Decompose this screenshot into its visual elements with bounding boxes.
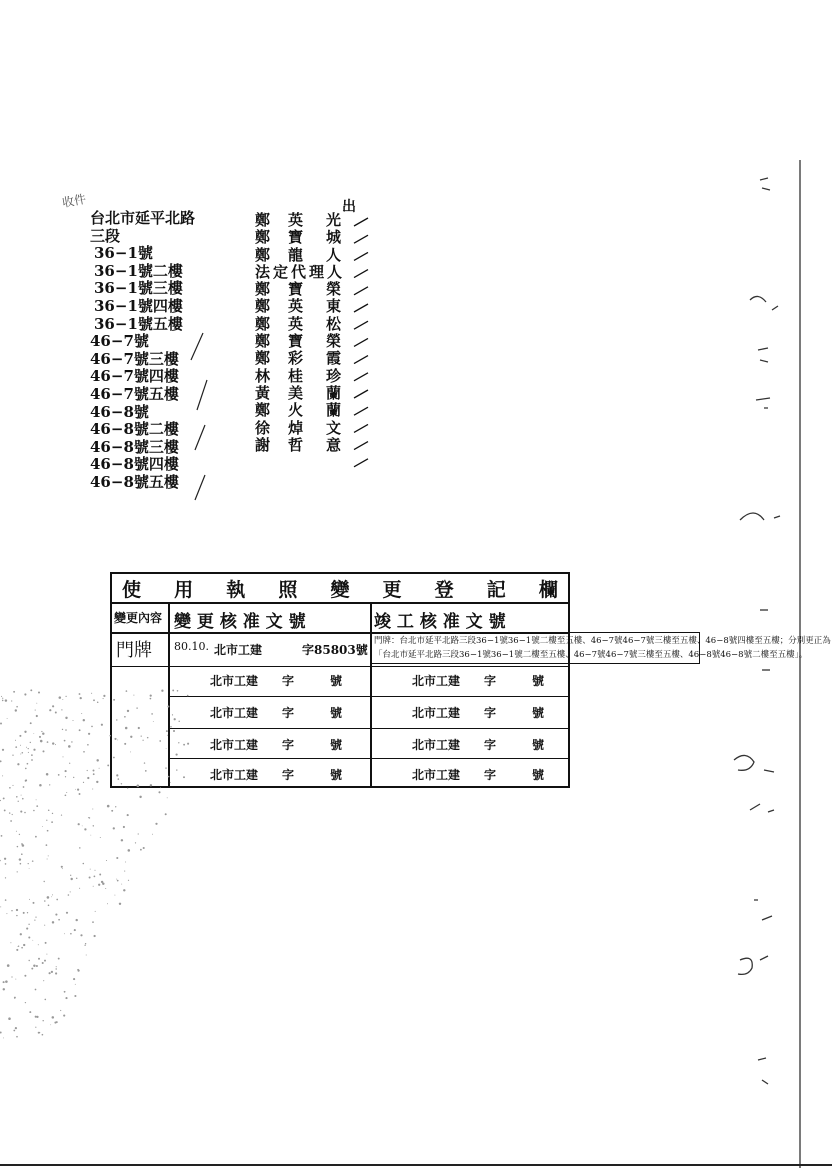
correction-note — [370, 632, 831, 664]
header-completion-approval: 竣 工 核 准 文 號 — [374, 612, 506, 632]
check-tick — [354, 287, 368, 295]
address-number: 36−1號五樓 — [94, 314, 183, 333]
bottom-edge — [0, 1164, 832, 1166]
blank-row-right: 北市工建 字 號 — [412, 738, 545, 752]
owner-row — [255, 229, 361, 246]
address-block — [90, 210, 195, 492]
owner-name-char: 鄭 — [255, 245, 271, 264]
owner-row — [255, 212, 361, 229]
address-number: 46−8號五樓 — [90, 472, 179, 491]
owner-name-char: 英 — [288, 211, 304, 229]
owner-row — [255, 402, 361, 419]
owner-name-char: 寶 — [288, 280, 304, 299]
address-number: 46−8號 — [90, 402, 149, 421]
check-tick — [354, 442, 368, 450]
owner-row — [255, 368, 361, 385]
note-line: 「台北市延平北路三段36−1號36−1號二樓至五樓、46−7號46−7號三樓至五樓、46−8號46−8號二樓至五樓」。 — [374, 650, 808, 660]
check-tick — [354, 407, 368, 415]
owner-name-char: 榮 — [326, 280, 342, 299]
title-char: 執 — [226, 578, 246, 601]
check-tick — [354, 252, 368, 260]
address-number: 46−8號三樓 — [90, 437, 179, 456]
blank-row-left: 北市工建 字 號 — [210, 706, 343, 720]
scan-noise — [0, 690, 200, 1050]
owner-name-char: 英 — [288, 297, 304, 316]
owner-name-char: 哲 — [288, 435, 304, 454]
row-divider — [112, 666, 568, 667]
owner-row — [255, 385, 361, 402]
approval-office: 北市工建 — [214, 643, 263, 657]
check-tick — [354, 270, 368, 278]
header-change-content: 變更內容 — [114, 611, 163, 625]
check-tick — [354, 424, 368, 432]
title-char: 記 — [486, 578, 506, 601]
address-number: 46−7號 — [90, 332, 149, 351]
check-tick — [354, 459, 368, 467]
tick-marks — [352, 212, 382, 472]
owner-name-char: 黃 — [255, 383, 271, 402]
owner-name-char: 謝 — [255, 435, 271, 454]
owner-row — [255, 298, 361, 315]
check-tick — [354, 235, 368, 243]
address-number: 46−8號二樓 — [90, 420, 179, 439]
owner-row — [255, 420, 361, 437]
owner-row — [255, 316, 361, 333]
received-stamp: 收件 — [61, 192, 88, 210]
owner-row — [255, 333, 361, 350]
owner-name-char: 霞 — [326, 349, 342, 368]
owner-name-char: 英 — [288, 314, 304, 333]
owner-name-char: 寶 — [288, 228, 304, 247]
address-number: 36−1號四樓 — [94, 296, 183, 315]
title-char: 變 — [330, 578, 350, 601]
blank-row-left: 北市工建 字 號 — [210, 674, 343, 688]
title-char: 照 — [278, 578, 298, 601]
title-char: 用 — [174, 578, 194, 601]
address-section: 三段 — [90, 226, 121, 245]
owner-name-char: 焯 — [288, 418, 304, 437]
address-street: 台北市延平北路 — [90, 209, 196, 227]
address-number: 46−7號四樓 — [90, 367, 179, 386]
owner-name-char: 松 — [326, 314, 342, 333]
title-char: 使 — [122, 578, 142, 601]
owner-name-char: 蘭 — [326, 401, 342, 420]
owner-name-char: 鄭 — [255, 349, 271, 368]
owner-row — [255, 264, 361, 281]
blank-row-right: 北市工建 字 號 — [412, 768, 545, 782]
owner-name-char: 彩 — [288, 349, 304, 368]
check-tick — [354, 338, 368, 346]
check-tick — [354, 321, 368, 329]
blank-row-right: 北市工建 字 號 — [412, 674, 545, 688]
owner-name-char: 寶 — [288, 332, 304, 351]
address-number: 36−1號 — [94, 244, 153, 263]
title-char: 欄 — [538, 578, 558, 601]
table-header — [112, 604, 568, 634]
binding-marks — [720, 160, 830, 1168]
row-divider — [168, 758, 568, 759]
title-char: 登 — [434, 578, 454, 601]
owner-name-char: 榮 — [326, 332, 342, 351]
owner-name-char: 鄭 — [255, 401, 271, 420]
owner-name-char: 東 — [326, 297, 342, 316]
address-number: 46−8號四樓 — [90, 455, 179, 474]
owner-name-char: 徐 — [255, 418, 271, 437]
owner-name-char: 蘭 — [326, 383, 342, 402]
approval-number: 字85803號 — [302, 643, 368, 657]
owner-name-char: 鄭 — [255, 228, 271, 247]
owner-row — [255, 350, 361, 367]
owner-row — [255, 281, 361, 298]
owner-name-char: 鄭 — [255, 297, 271, 316]
row-divider — [168, 728, 568, 729]
owner-row — [255, 437, 361, 454]
owner-name-char: 人 — [326, 245, 342, 264]
owner-row — [255, 247, 361, 264]
owner-name-char: 林 — [255, 366, 271, 385]
check-tick — [354, 373, 368, 381]
check-tick — [354, 390, 368, 398]
owner-name-char: 鄭 — [255, 211, 271, 229]
check-tick — [354, 356, 368, 364]
address-number: 46−7號三樓 — [90, 349, 179, 368]
owners-header: 出 — [342, 199, 356, 215]
owners-block — [255, 212, 361, 454]
blank-row-right: 北市工建 字 號 — [412, 706, 545, 720]
owner-name-char: 鄭 — [255, 280, 271, 299]
title-char: 更 — [382, 578, 402, 601]
owner-name-char: 美 — [288, 383, 304, 402]
address-number: 36−1號三樓 — [94, 279, 183, 298]
blank-row-left: 北市工建 字 號 — [210, 738, 343, 752]
owner-name-char: 城 — [326, 228, 342, 247]
address-number: 46−7號五樓 — [90, 384, 179, 403]
table-title — [112, 574, 568, 604]
owner-name-char: 鄭 — [255, 314, 271, 333]
margin-strokes — [185, 325, 215, 505]
address-number: 36−1號二樓 — [94, 261, 183, 280]
owner-name-char: 火 — [288, 401, 304, 420]
owner-name-char: 龍 — [288, 245, 304, 264]
owner-name-char: 桂 — [288, 366, 304, 385]
legal-representative-label: 法定代理人 — [255, 262, 346, 281]
blank-row-left: 北市工建 字 號 — [210, 768, 343, 782]
change-content-doorplate: 門牌 — [116, 640, 152, 661]
owner-name-char: 鄭 — [255, 332, 271, 351]
note-line: 門牌：台北市延平北路三段36−1號36−1號二樓至五樓、46−7號46−7號三樓至五樓、46−8號四樓至五樓；分別更正為 — [374, 636, 831, 646]
check-tick — [354, 304, 368, 312]
check-tick — [354, 218, 368, 226]
row-divider — [168, 696, 568, 697]
owner-name-char: 文 — [326, 418, 342, 437]
owner-name-char: 珍 — [326, 366, 342, 385]
owner-name-char: 意 — [326, 435, 342, 454]
approval-date: 80.10. — [174, 640, 209, 653]
owner-name-char: 光 — [326, 211, 342, 229]
header-change-approval: 變 更 核 准 文 號 — [174, 612, 306, 632]
